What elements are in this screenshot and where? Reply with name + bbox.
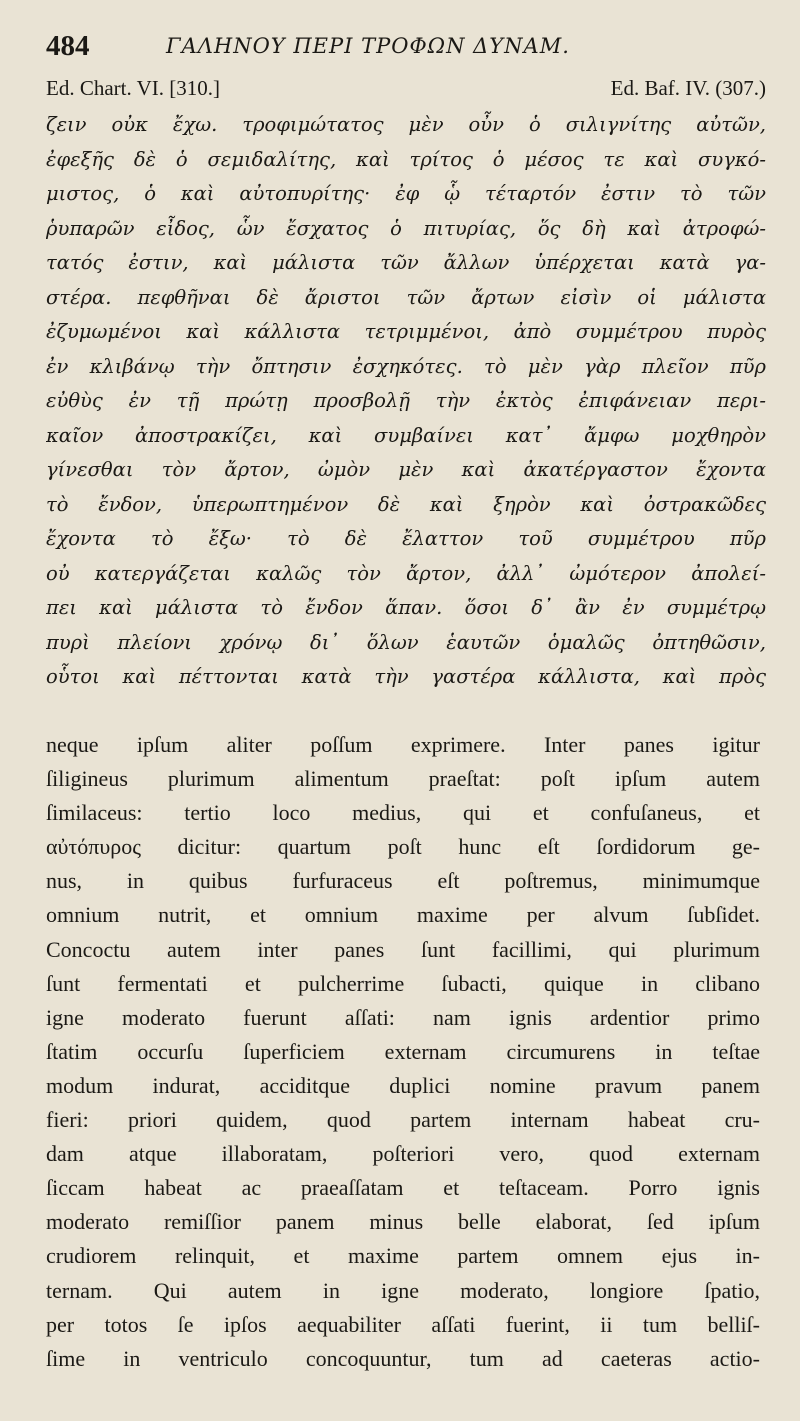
greek-line: στέρα. πεφθῆναι δὲ ἄριστοι τῶν ἄρτων εἰσὶν οἱ μάλιστα	[46, 285, 766, 309]
edition-basel-ref: Ed. Baf. IV. (307.)	[610, 76, 766, 100]
latin-line: per totos ſe ipſos aequabiliter aſſati fuerint, ii tum belliſ-	[46, 1311, 760, 1337]
greek-line: ζειν οὐκ ἔχω. τροφιμώτατος μὲν οὖν ὁ σιλιγνίτης αὐτῶν,	[46, 113, 766, 136]
edition-chartier-ref: Ed. Chart. VI. [310.]	[46, 76, 220, 100]
latin-line: ſiccam habeat ac praeaſſatam et teſtaceam. Porro ignis	[46, 1175, 760, 1201]
latin-text-block	[46, 728, 760, 1376]
latin-line: ſime in ventriculo concoquuntur, tum ad caeteras actio-	[46, 1345, 760, 1371]
greek-line: οὐ κατεργάζεται καλῶς τὸν ἄρτον, ἀλλ᾽ ὠμότερον ἀπολεί-	[46, 561, 766, 585]
greek-text-block	[46, 108, 766, 695]
greek-line: ἐν κλιβάνῳ τὴν ὄπτησιν ἐσχηκότες. τὸ μὲν γὰρ πλεῖον πῦρ	[46, 354, 766, 378]
page-number: 484	[46, 30, 90, 62]
greek-line: ἔχοντα τὸ ἔξω· τὸ δὲ ἔλαττον τοῦ συμμέτρου πῦρ	[46, 527, 766, 550]
latin-line: fieri: priori quidem, quod partem internam habeat cru-	[46, 1107, 760, 1133]
latin-line: modum indurat, acciditque duplici nomine pravum panem	[46, 1072, 760, 1098]
greek-line: πει καὶ μάλιστα τὸ ἔνδον ἅπαν. ὅσοι δ᾽ ἂν ἐν συμμέτρῳ	[46, 596, 766, 619]
latin-line: ſtatim occurſu ſuperficiem externam circumurens in teſtae	[46, 1038, 760, 1064]
latin-line: ſunt fermentati et pulcherrime ſubacti, quique in clibano	[46, 970, 760, 996]
latin-line: αὐτόπυρος dicitur: quartum poſt hunc eſt ſordidorum ge-	[46, 834, 760, 860]
greek-line: καῖον ἀποστρακίζει, καὶ συμβαίνει κατ᾽ ἄμφω μοχθηρὸν	[46, 423, 766, 447]
latin-line: neque ipſum aliter poſſum exprimere. Inter panes igitur	[46, 732, 760, 757]
greek-line: οὗτοι καὶ πέττονται κατὰ τὴν γαστέρα κάλλιστα, καὶ πρὸς	[46, 665, 766, 688]
greek-line: γίνεσθαι τὸν ἄρτον, ὠμὸν μὲν καὶ ἀκατέργαστον ἔχοντα	[46, 458, 766, 481]
latin-line: moderato remiſſior panem minus belle elaborat, ſed ipſum	[46, 1209, 760, 1235]
edition-reference-line	[46, 76, 766, 106]
latin-line: ſiligineus plurimum alimentum praeſtat: poſt ipſum autem	[46, 766, 760, 792]
greek-line: τατός ἐστιν, καὶ μάλιστα τῶν ἄλλων ὑπέρχεται κατὰ γα-	[46, 251, 766, 274]
latin-line: Concoctu autem inter panes ſunt facillimi, qui plurimum	[46, 936, 760, 962]
latin-line: dam atque illaboratam, poſteriori vero, quod externam	[46, 1141, 760, 1167]
greek-line: ἐζυμωμένοι καὶ κάλλιστα τετριμμένοι, ἀπὸ συμμέτρου πυρὸς	[46, 320, 766, 343]
latin-line: nus, in quibus furfuraceus eſt poſtremus, minimumque	[46, 868, 760, 894]
latin-line: crudiorem relinquit, et maxime partem omnem ejus in-	[46, 1243, 760, 1269]
greek-line: ῥυπαρῶν εἶδος, ὧν ἔσχατος ὁ πιτυρίας, ὅς δὴ καὶ ἀτροφώ-	[46, 216, 766, 240]
running-title: ΓΑΛΗΝΟΥ ΠΕΡΙ ΤΡΟΦΩΝ ΔΥΝΑΜ.	[166, 34, 570, 58]
greek-line: μιστος, ὁ καὶ αὐτοπυρίτης· ἐφ ᾧ τέταρτόν ἐστιν τὸ τῶν	[46, 182, 766, 205]
greek-line: πυρὶ πλείονι χρόνῳ δι᾽ ὅλων ἑαυτῶν ὁμαλῶς ὀπτηθῶσιν,	[46, 630, 766, 654]
greek-line: εὐθὺς ἐν τῇ πρώτῃ προσβολῇ τὴν ἐκτὸς ἐπιφάνειαν περι-	[46, 389, 766, 412]
page-header	[46, 30, 746, 66]
greek-line: ἐφεξῆς δὲ ὁ σεμιδαλίτης, καὶ τρίτος ὁ μέσος τε καὶ συγκό-	[46, 147, 766, 171]
latin-line: igne moderato fuerunt aſſati: nam ignis ardentior primo	[46, 1004, 760, 1030]
latin-line: omnium nutrit, et omnium maxime per alvum ſubſidet.	[46, 902, 760, 928]
latin-line: ſimilaceus: tertio loco medius, qui et confuſaneus, et	[46, 800, 760, 826]
latin-line: ternam. Qui autem in igne moderato, longiore ſpatio,	[46, 1277, 760, 1303]
greek-line: τὸ ἔνδον, ὑπερωπτημένον δὲ καὶ ξηρὸν καὶ ὀστρακῶδες	[46, 492, 766, 516]
